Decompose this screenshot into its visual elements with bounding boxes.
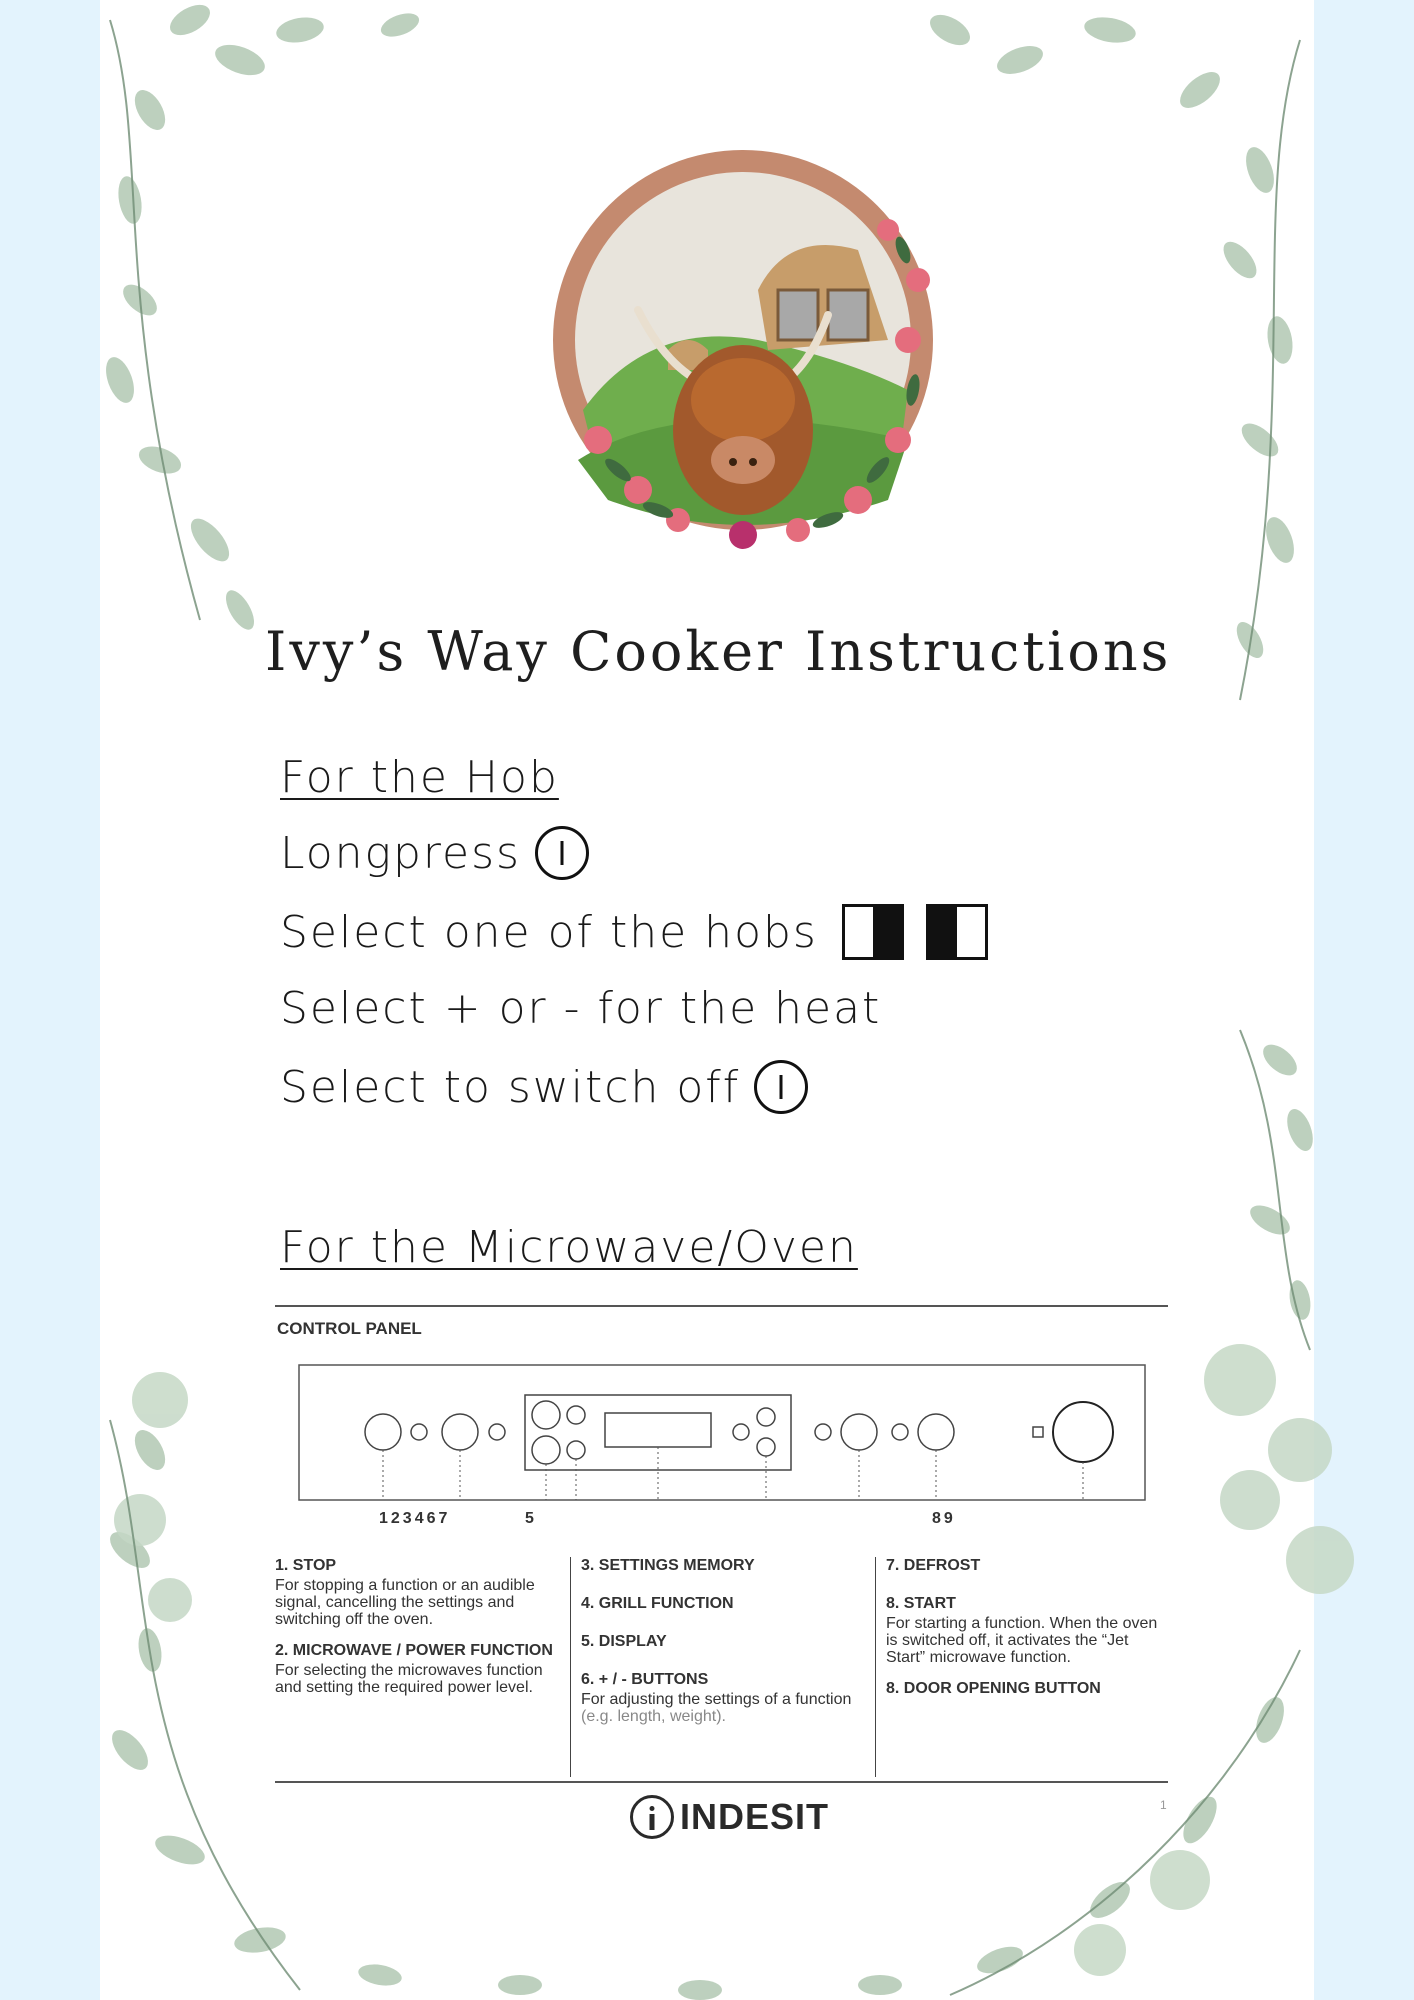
hob-left-half-icon xyxy=(926,904,988,960)
panel-numbers-right: 89 xyxy=(932,1510,956,1527)
legend-text: For adjusting the settings of a function xyxy=(581,1691,852,1708)
legend-heading: 2. MICROWAVE / POWER FUNCTION xyxy=(275,1642,553,1659)
legend-column-2 xyxy=(570,1557,875,1777)
divider xyxy=(275,1781,1168,1783)
hob-step-1-text: Longpress xyxy=(280,827,521,879)
legend-text: For stopping a function or an audible signal, cancelling the settings and switching off the oven. xyxy=(275,1577,535,1628)
microwave-heading: For the Microwave/Oven xyxy=(280,1222,858,1273)
power-icon xyxy=(535,826,589,880)
hob-step-2-text: Select one of the hobs xyxy=(280,906,818,958)
legend-text: For selecting the microwaves function and setting the required power level. xyxy=(275,1662,543,1696)
legend-text-muted: (e.g. length, weight). xyxy=(581,1708,726,1725)
control-panel-diagram xyxy=(275,1355,1168,1505)
brand-name: INDESIT xyxy=(680,1796,830,1837)
hob-step-2 xyxy=(280,904,988,960)
control-panel-figure xyxy=(275,1305,1168,1725)
legend-heading: 8. DOOR OPENING BUTTON xyxy=(886,1680,1101,1697)
legend-heading: 6. + / - BUTTONS xyxy=(581,1671,709,1688)
hob-step-3-text: Select + or - for the heat xyxy=(280,983,882,1034)
page-number: 1 xyxy=(1160,1798,1167,1812)
hob-symbols xyxy=(842,904,988,960)
power-icon xyxy=(754,1060,808,1114)
control-panel-title: CONTROL PANEL xyxy=(277,1319,422,1338)
legend-heading: 3. SETTINGS MEMORY xyxy=(581,1557,755,1574)
indesit-logo xyxy=(630,1795,829,1839)
control-legend xyxy=(275,1557,1168,1777)
page-title: Ivy’s Way Cooker Instructions xyxy=(265,620,1172,683)
legend-heading: 7. DEFROST xyxy=(886,1557,981,1574)
hob-step-4 xyxy=(280,1060,808,1114)
legend-column-3 xyxy=(875,1557,1168,1777)
highland-cow-emblem xyxy=(528,140,958,570)
legend-heading: 8. START xyxy=(886,1595,956,1612)
panel-numbers-mid: 5 xyxy=(525,1510,537,1527)
legend-heading: 5. DISPLAY xyxy=(581,1633,667,1650)
info-i-icon xyxy=(630,1795,674,1839)
legend-column-1 xyxy=(275,1557,570,1777)
hob-heading: For the Hob xyxy=(280,752,559,803)
hob-step-1 xyxy=(280,826,589,880)
panel-numbers-left: 123467 xyxy=(379,1510,451,1527)
legend-heading: 1. STOP xyxy=(275,1557,337,1574)
hob-step-3 xyxy=(280,983,881,1034)
hob-right-half-icon xyxy=(842,904,904,960)
legend-text: For starting a function. When the oven is switched off, it activates the “Jet Start” microwave function. xyxy=(886,1615,1158,1666)
legend-heading: 4. GRILL FUNCTION xyxy=(581,1595,734,1612)
divider xyxy=(275,1305,1168,1307)
hob-step-4-text: Select to switch off xyxy=(280,1061,741,1113)
